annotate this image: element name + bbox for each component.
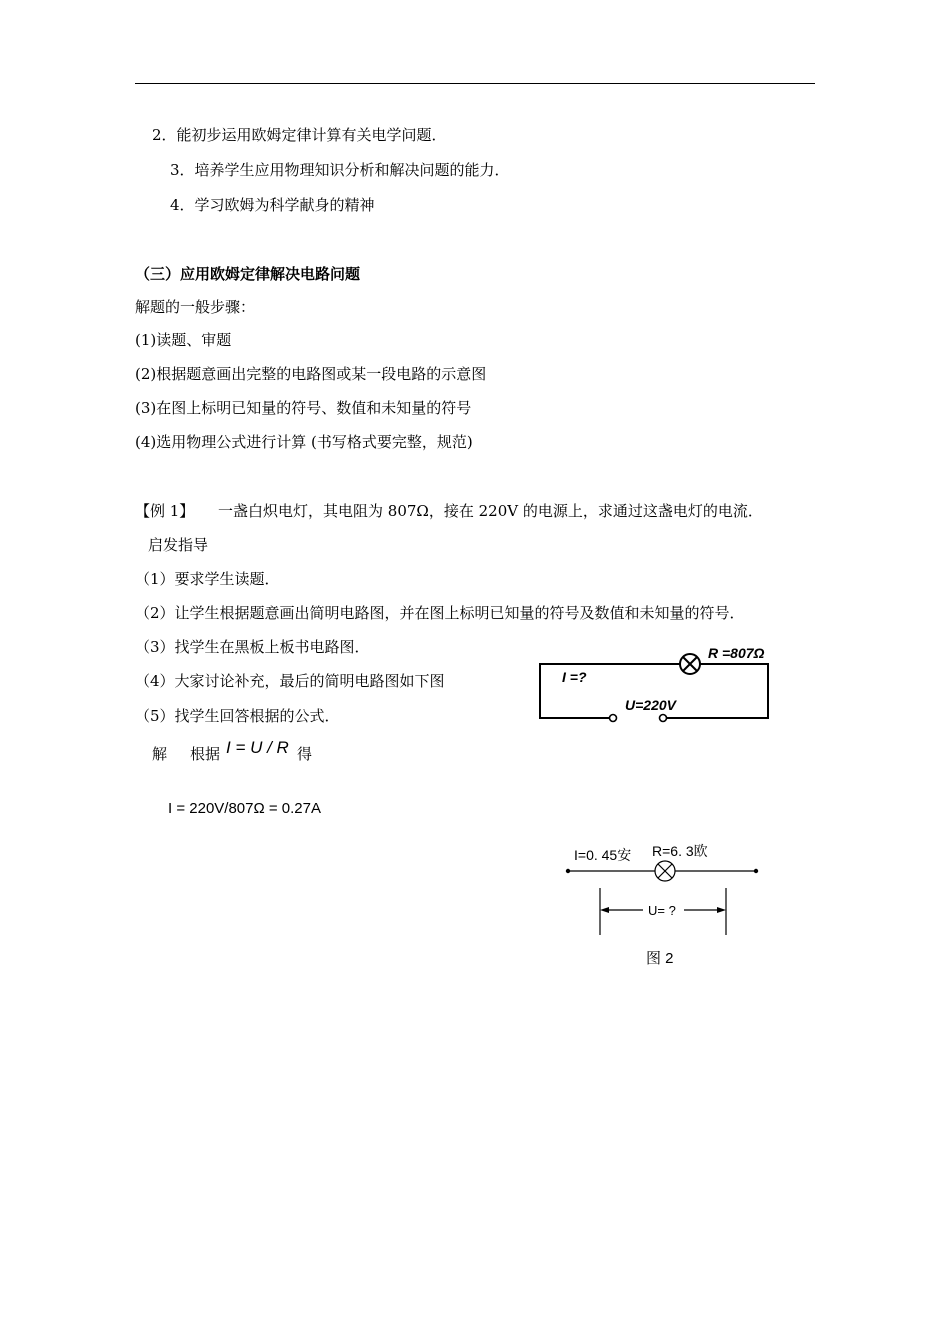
solution-according: 根据 bbox=[190, 745, 221, 763]
solution-label: 解 bbox=[152, 745, 168, 763]
guide-step: （5）找学生回答根据的公式． bbox=[135, 707, 340, 725]
step-item: (1)读题、审题 bbox=[135, 331, 232, 349]
step-item: (2)根据题意画出完整的电路图或某一段电路的示意图 bbox=[135, 365, 487, 383]
guide-step: （3）找学生在黑板上板书电路图． bbox=[135, 638, 370, 656]
objective-item: 4．学习欧姆为科学献身的精神 bbox=[170, 196, 375, 214]
objective-item: 2．能初步运用欧姆定律计算有关电学问题． bbox=[152, 126, 447, 144]
example-text: 一盏白炽电灯，其电阻为 807Ω，接在 220V 的电源上，求通过这盏电灯的电流． bbox=[218, 502, 763, 520]
ohms-law-formula: I = U / R bbox=[226, 738, 289, 757]
guide-title: 启发指导 bbox=[148, 536, 209, 554]
example-tag: 【例 1】 bbox=[135, 502, 195, 520]
circuit-figure-1 bbox=[530, 640, 780, 730]
header-rule bbox=[135, 83, 815, 84]
fig2-resistance-label: R=6. 3欧 bbox=[652, 843, 708, 859]
fig2-voltage-label: U= ? bbox=[648, 903, 676, 918]
solution-result: I = 220V/807Ω = 0.27A bbox=[168, 800, 321, 817]
step-item: (3)在图上标明已知量的符号、数值和未知量的符号 bbox=[135, 399, 472, 417]
guide-step: （2）让学生根据题意画出简明电路图，并在图上标明已知量的符号及数值和未知量的符号． bbox=[135, 604, 745, 622]
steps-intro: 解题的一般步骤： bbox=[135, 298, 256, 316]
fig1-voltage-label: U=220V bbox=[625, 697, 676, 713]
guide-step: （1）要求学生读题． bbox=[135, 570, 280, 588]
fig1-resistance-label: R =807Ω bbox=[708, 645, 765, 661]
circuit-figure-2 bbox=[560, 838, 770, 973]
step-item: (4)选用物理公式进行计算 (书写格式要完整，规范) bbox=[135, 433, 473, 451]
objective-item: 3．培养学生应用物理知识分析和解决问题的能力． bbox=[170, 161, 510, 179]
fig2-current-label: I=0. 45安 bbox=[574, 847, 632, 863]
solution-suffix: 得 bbox=[297, 745, 313, 763]
guide-step: （4）大家讨论补充，最后的简明电路图如下图 bbox=[135, 672, 445, 690]
section-title: （三）应用欧姆定律解决电路问题 bbox=[135, 265, 361, 283]
fig2-caption: 图 2 bbox=[646, 950, 674, 967]
fig1-current-label: I =? bbox=[562, 669, 587, 685]
